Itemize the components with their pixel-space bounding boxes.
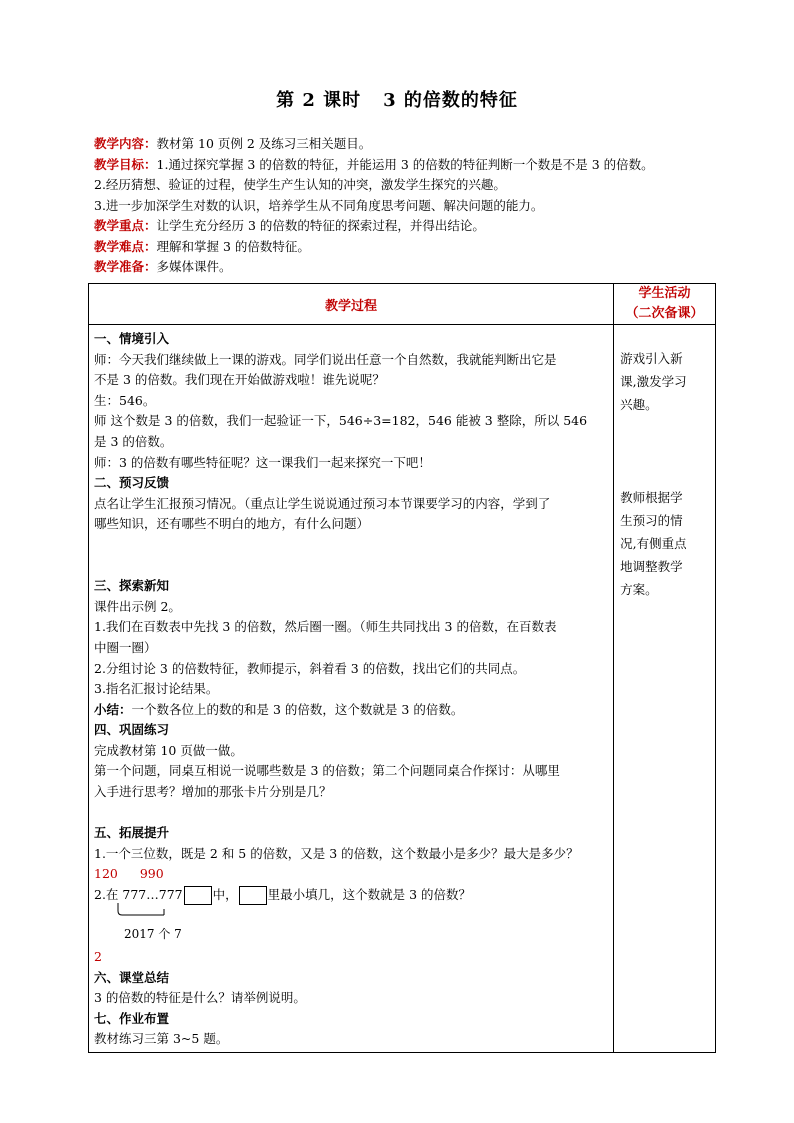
answer-line-1 bbox=[94, 864, 608, 885]
text-line: 师 这个数是 3 的倍数，我们一起验证一下，546÷3=182，546 能被 3 整除，所以 546 bbox=[94, 413, 588, 429]
section-1-title: 一、情境引入 bbox=[94, 331, 170, 346]
text-line: 1.一个三位数，既是 2 和 5 的倍数，又是 3 的倍数，这个数最小是多少？最大是多少？ bbox=[94, 845, 579, 861]
spacer bbox=[94, 803, 608, 824]
activity-line: 兴趣。 bbox=[620, 397, 658, 412]
meta-difficulty bbox=[94, 237, 714, 258]
answer-line-2: 2 bbox=[94, 949, 102, 965]
text-line: 入手进行思考？增加的那张卡片分别是几？ bbox=[94, 784, 332, 800]
brace-label: 2017 个 7 bbox=[124, 927, 182, 942]
activity-line: 教师根据学 bbox=[620, 490, 683, 505]
text-line: 1.我们在百数表中先找 3 的倍数，然后圈一圈。（师生共同找出 3 的倍数，在百数表 bbox=[94, 619, 557, 635]
meta-key bbox=[94, 216, 714, 237]
answer-max: 990 bbox=[139, 866, 164, 882]
meta-prep bbox=[94, 257, 714, 278]
summary-line bbox=[94, 700, 608, 721]
text-line: 不是 3 的倍数。我们现在开始做游戏啦！谁先说呢？ bbox=[94, 372, 385, 388]
header-activity bbox=[614, 284, 716, 325]
text-line: 3.指名汇报讨论结果。 bbox=[94, 681, 219, 697]
key-text: 让学生充分经历 3 的倍数的特征的探索过程，并得出结论。 bbox=[156, 218, 485, 233]
section-5-title: 五、拓展提升 bbox=[94, 825, 170, 841]
goal-3: 3.进一步加深学生对数的认识，培养学生从不同角度思考问题、解决问题的能力。 bbox=[94, 197, 544, 213]
text-line: 教材练习三第 3~5 题。 bbox=[94, 1031, 229, 1047]
lesson-table bbox=[88, 283, 716, 1053]
text-line: 师：3 的倍数有哪些特征呢？这一课我们一起来探究一下吧！ bbox=[94, 454, 431, 470]
page-title bbox=[0, 86, 794, 112]
question-2-block bbox=[94, 885, 608, 947]
section-3-title: 三、探索新知 bbox=[94, 578, 170, 594]
blank-box bbox=[184, 886, 212, 905]
header-activity-line1: 学生活动 bbox=[638, 286, 691, 301]
question-2-mid: 中， bbox=[212, 887, 238, 903]
table-header-row bbox=[89, 284, 716, 325]
difficulty-text: 理解和掌握 3 的倍数特征。 bbox=[156, 238, 310, 254]
text-line: 课件出示例 2。 bbox=[94, 598, 181, 614]
section-4-title: 四、巩固练习 bbox=[94, 722, 170, 738]
text-line: 中圈一圈） bbox=[94, 639, 157, 655]
text-line: 生：546。 bbox=[94, 392, 156, 408]
spacer bbox=[94, 535, 608, 556]
text-line: 第一个问题，同桌互相说一说哪些数是 3 的倍数；第二个问题同桌合作探讨：从哪里 bbox=[94, 763, 560, 779]
meta-content bbox=[94, 134, 714, 155]
answer-min: 120 bbox=[94, 866, 118, 882]
prep-text: 多媒体课件。 bbox=[156, 259, 232, 274]
text-line: 2.分组讨论 3 的倍数特征，教师提示，斜着看 3 的倍数，找出它们的共同点。 bbox=[94, 660, 526, 676]
meta-goals bbox=[94, 155, 714, 176]
lesson-number: 第 2 课时 bbox=[276, 90, 362, 111]
goal-1: 1.通过探究掌握 3 的倍数的特征，并能运用 3 的倍数的特征判断一个数是不是 3 的倍数。 bbox=[156, 156, 654, 172]
text-line: 完成教材第 10 页做一做。 bbox=[94, 742, 243, 758]
spacer bbox=[620, 416, 709, 486]
difficulty-label: 教学难点： bbox=[94, 238, 157, 254]
summary-label: 小结： bbox=[94, 701, 132, 717]
content-label: 教学内容： bbox=[94, 136, 157, 151]
process-cell bbox=[89, 325, 614, 1053]
blank-box bbox=[239, 886, 267, 905]
lesson-meta bbox=[94, 134, 714, 278]
text-line: 师：今天我们继续做上一课的游戏。同学们说出任意一个自然数，我就能判断出它是 bbox=[94, 351, 557, 367]
text-line: 哪些知识，还有哪些不明白的地方，有什么问题） bbox=[94, 516, 370, 532]
lesson-topic: 3 的倍数的特征 bbox=[383, 90, 518, 111]
section-2-title: 二、预习反馈 bbox=[94, 475, 170, 491]
header-activity-line2: （二次备课） bbox=[625, 306, 704, 321]
activity-cell bbox=[614, 325, 716, 1053]
question-2-suffix: 里最小填几，这个数就是 3 的倍数？ bbox=[267, 887, 472, 903]
activity-line: 况,有侧重点 bbox=[620, 536, 687, 551]
activity-line: 课,激发学习 bbox=[620, 374, 687, 389]
text-line: 点名让学生汇报预习情况。（重点让学生说说通过预习本节课要学习的内容，学到了 bbox=[94, 495, 551, 511]
section-6-title: 六、课堂总结 bbox=[94, 969, 170, 985]
activity-line: 生预习的情 bbox=[620, 513, 683, 528]
prep-label: 教学准备： bbox=[94, 259, 157, 274]
text-line: 是 3 的倍数。 bbox=[94, 433, 173, 449]
table-body-row bbox=[89, 325, 716, 1053]
summary-text: 一个数各位上的数的和是 3 的倍数，这个数就是 3 的倍数。 bbox=[131, 701, 464, 717]
activity-line: 游戏引入新 bbox=[620, 351, 683, 366]
goal-2: 2.经历猜想、验证的过程，使学生产生认知的冲突，激发学生探究的兴趣。 bbox=[94, 177, 506, 192]
activity-note-1 bbox=[620, 347, 709, 416]
brace-icon bbox=[112, 903, 172, 927]
activity-line: 地调整教学 bbox=[620, 559, 683, 574]
question-2-prefix: 2.在 777…777 bbox=[94, 887, 183, 903]
activity-note-2 bbox=[620, 486, 709, 601]
spacer bbox=[94, 556, 608, 577]
key-label: 教学重点： bbox=[94, 218, 157, 233]
text-line: 3 的倍数的特征是什么？请举例说明。 bbox=[94, 990, 306, 1006]
activity-line: 方案。 bbox=[620, 582, 658, 597]
content-text: 教材第 10 页例 2 及练习三相关题目。 bbox=[156, 136, 372, 151]
header-process: 教学过程 bbox=[89, 284, 614, 325]
goals-label: 教学目标： bbox=[94, 156, 157, 172]
section-7-title: 七、作业布置 bbox=[94, 1010, 170, 1026]
